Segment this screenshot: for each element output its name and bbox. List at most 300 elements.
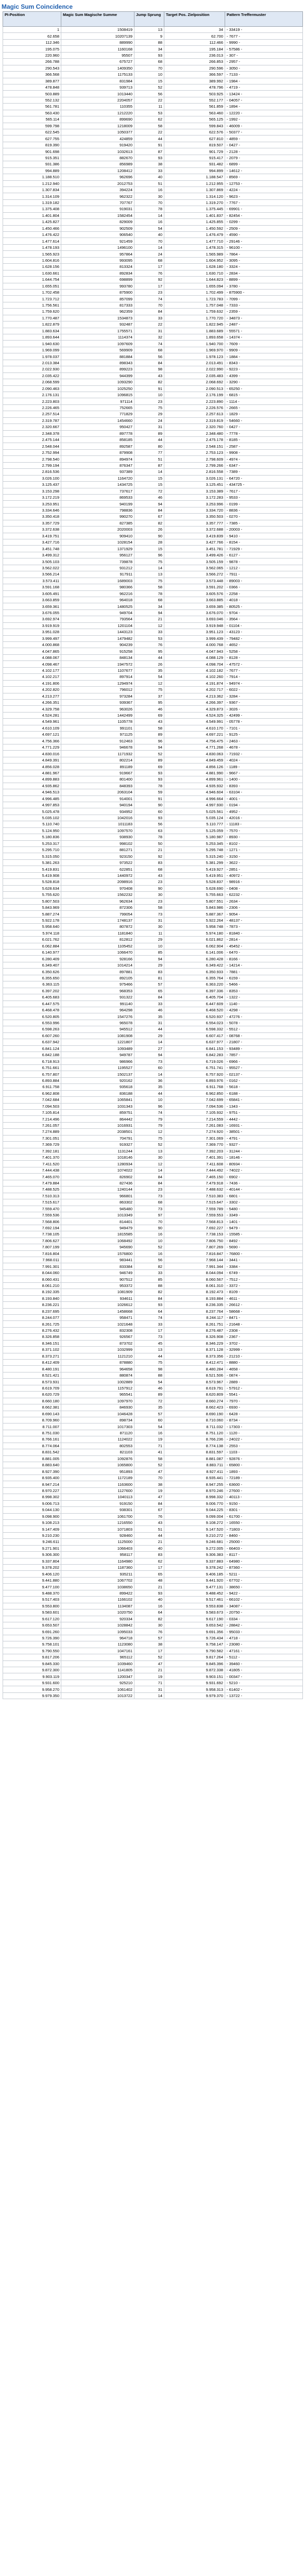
jump-cell: 84: [134, 994, 164, 1001]
table-row: [3, 584, 303, 590]
table-row: [3, 1494, 303, 1500]
pi-position-cell: 6.598.263: [3, 1026, 61, 1032]
pi-position-cell: 3.692.974: [3, 616, 61, 622]
jump-cell: 67: [134, 514, 164, 520]
jump-cell: 10: [134, 1238, 164, 1244]
magic-sum-cell: 796012: [61, 687, 134, 693]
magic-sum-cell: 892105: [61, 975, 134, 981]
table-row: [3, 732, 303, 738]
target-position-cell: 9.378.242: [164, 1565, 225, 1571]
jump-cell: 71: [134, 1443, 164, 1449]
target-position-cell: 3.357.777: [164, 520, 225, 526]
target-position-cell: 9.108.272: [164, 1519, 225, 1526]
target-position-cell: 6.757.920: [164, 1071, 225, 1077]
table-row: [3, 981, 303, 988]
magic-sum-cell: 1011183: [61, 821, 134, 827]
jump-cell: 80: [134, 443, 164, 449]
magic-sum-cell: 963026: [61, 706, 134, 712]
target-position-cell: 9.210.272: [164, 1532, 225, 1538]
jump-cell: 82: [134, 1289, 164, 1295]
target-position-cell: 8.935.441: [164, 1475, 225, 1481]
table-header-row: [3, 12, 303, 27]
pi-position-cell: 9.758.101: [3, 1641, 61, 1648]
table-row: [3, 1289, 303, 1295]
magic-sum-cell: 858185: [61, 437, 134, 443]
pi-position-cell: 2.798.540: [3, 456, 61, 462]
magic-sum-cell: 1171932: [61, 751, 134, 757]
target-position-cell: 9.790.582: [164, 1648, 225, 1654]
table-row: [3, 283, 303, 289]
target-position-cell: 8.412.471: [164, 1360, 225, 1366]
target-position-cell: 3.566.272: [164, 571, 225, 578]
jump-cell: 47: [134, 1468, 164, 1475]
table-row: [3, 1398, 303, 1404]
table-row: [3, 1686, 303, 1692]
target-position-cell: 5.419.927: [164, 866, 225, 872]
target-position-cell: 6.350.933: [164, 969, 225, 975]
target-position-cell: 7.042.699: [164, 1097, 225, 1103]
table-row: [3, 1385, 303, 1391]
target-position-cell: 112.466: [164, 39, 225, 45]
table-row: [3, 309, 303, 315]
jump-cell: 69: [134, 712, 164, 718]
table-row: [3, 975, 303, 981]
magic-sum-cell: 928166: [61, 956, 134, 962]
magic-sum-cell: 793564: [61, 616, 134, 622]
pi-position-cell: 1.319.182: [3, 199, 61, 206]
pi-position-cell: 8.060.431: [3, 1276, 61, 1282]
target-position-cell: 3.919.948: [164, 622, 225, 629]
jump-cell: 47: [134, 1494, 164, 1500]
jump-cell: 60: [134, 1417, 164, 1423]
magic-sum-cell: 920334: [61, 1616, 134, 1622]
pi-position-cell: 7.094.503: [3, 1103, 61, 1109]
pi-position-cell: 7.692.194: [3, 1225, 61, 1231]
magic-sum-cell: 848393: [61, 783, 134, 789]
pi-position-cell: 7.401.370: [3, 1155, 61, 1161]
pattern-cell: - 14374 -: [225, 334, 303, 341]
pi-position-cell: 4.000.868: [3, 642, 61, 648]
pi-position-cell: 1.476.422: [3, 232, 61, 238]
target-position-cell: 9.406.185: [164, 1571, 225, 1577]
magic-sum-cell: 1576800: [61, 1250, 134, 1257]
pattern-cell: - 57912 -: [225, 1385, 303, 1391]
jump-cell: 19: [134, 1436, 164, 1443]
pattern-cell: - 64720 -: [225, 475, 303, 481]
pattern-cell: - 98916 -: [225, 879, 303, 885]
target-position-cell: 6.751.741: [164, 1064, 225, 1071]
target-position-cell: 8.883.711: [164, 1462, 225, 1468]
jump-cell: 52: [134, 1244, 164, 1250]
pattern-cell: - 02137 -: [225, 1071, 303, 1077]
table-row: [3, 1597, 303, 1603]
pattern-cell: - 6815 -: [225, 392, 303, 398]
jump-cell: 76: [134, 642, 164, 648]
pattern-cell: - 1322 -: [225, 994, 303, 1001]
jump-cell: 96: [134, 552, 164, 558]
jump-cell: 74: [134, 296, 164, 302]
pi-position-cell: 2.548.044: [3, 443, 61, 449]
jump-cell: 12: [134, 1161, 164, 1167]
pattern-cell: - 65800 -: [225, 1462, 303, 1468]
magic-sum-cell: 912463: [61, 738, 134, 744]
target-position-cell: 4.549.991: [164, 719, 225, 725]
pattern-cell: - 6902 -: [225, 1174, 303, 1180]
pi-position-cell: 5.958.640: [3, 924, 61, 930]
magic-sum-cell: 965541: [61, 1392, 134, 1398]
target-position-cell: 2.013.491: [164, 360, 225, 366]
table-row: [3, 1577, 303, 1583]
jump-cell: 36: [134, 1077, 164, 1083]
table-row: [3, 1423, 303, 1430]
jump-cell: 93: [134, 1590, 164, 1596]
pattern-cell: - 29146 -: [225, 238, 303, 244]
target-position-cell: 7.515.647: [164, 1199, 225, 1206]
table-row: [3, 1269, 303, 1276]
table-row: [3, 1622, 303, 1628]
pi-position-cell: 5.253.317: [3, 840, 61, 846]
pi-position-cell: 4.697.121: [3, 732, 61, 738]
pi-position-cell: 6.468.478: [3, 1007, 61, 1013]
pi-position-cell: 1.723.712: [3, 296, 61, 302]
table-row: [3, 1231, 303, 1238]
target-position-cell: 195.184: [164, 46, 225, 52]
target-position-cell: 6.021.862: [164, 937, 225, 943]
target-position-cell: 9.553.838: [164, 1603, 225, 1609]
magic-sum-cell: 991140: [61, 1001, 134, 1007]
pattern-cell: - 33419 -: [225, 27, 303, 33]
jump-cell: 30: [134, 1622, 164, 1628]
magic-sum-cell: 898734: [61, 1417, 134, 1423]
jump-cell: 84: [134, 1180, 164, 1186]
pattern-cell: - 9908 -: [225, 449, 303, 455]
magic-sum-cell: 1081908: [61, 1032, 134, 1039]
jump-cell: 13: [134, 1347, 164, 1353]
target-position-cell: 4.098.704: [164, 661, 225, 667]
pattern-cell: - 8836 -: [225, 507, 303, 513]
table-row: [3, 527, 303, 533]
target-position-cell: 9.872.338: [164, 1667, 225, 1673]
target-position-cell: 5.125.059: [164, 827, 225, 834]
target-position-cell: 1.883.689: [164, 328, 225, 334]
magic-sum-cell: 10207139: [61, 33, 134, 39]
pattern-cell: - 2487 -: [225, 321, 303, 328]
pi-position-cell: 9.817.206: [3, 1654, 61, 1660]
target-position-cell: 4.102.182: [164, 667, 225, 673]
table-row: [3, 257, 303, 263]
jump-cell: 44: [134, 1090, 164, 1096]
table-row: [3, 1571, 303, 1577]
jump-cell: 73: [134, 1058, 164, 1064]
target-position-cell: 3.951.123: [164, 629, 225, 635]
table-row: [3, 135, 303, 142]
magic-sum-cell: 934611: [61, 1295, 134, 1301]
magic-sum-cell: 1025250: [61, 385, 134, 392]
pattern-cell: - 4678 -: [225, 744, 303, 751]
jump-cell: 58: [134, 123, 164, 129]
jump-cell: 33: [134, 1269, 164, 1276]
pattern-cell: - 4718 -: [225, 1635, 303, 1641]
pattern-cell: - 39460 -: [225, 1660, 303, 1667]
table-row: [3, 1308, 303, 1314]
magic-sum-cell: 1157912: [61, 1385, 134, 1391]
pi-position-cell: 1.565.923: [3, 251, 61, 257]
pi-position-cell: 2.068.599: [3, 379, 61, 385]
pi-position-cell: 994.889: [3, 167, 61, 174]
table-row: [3, 1039, 303, 1045]
target-position-cell: 1.770.720: [164, 315, 225, 321]
pi-position-cell: 112.346: [3, 39, 61, 45]
target-position-cell: 3.676.070: [164, 609, 225, 616]
jump-cell: 75: [134, 1360, 164, 1366]
pattern-cell: - 34087 -: [225, 1603, 303, 1609]
magic-sum-cell: 872306: [61, 904, 134, 910]
magic-sum-cell: 892834: [61, 270, 134, 276]
pattern-cell: - 6188 -: [225, 1090, 303, 1096]
pi-position-cell: 4.266.351: [3, 699, 61, 705]
pattern-cell: - 50377 -: [225, 129, 303, 135]
pattern-cell: - 1984 -: [225, 78, 303, 84]
target-position-cell: 3.125.451: [164, 482, 225, 488]
magic-sum-cell: 1038650: [61, 1584, 134, 1590]
pattern-cell: - 0194 -: [225, 802, 303, 808]
table-row: [3, 571, 303, 578]
pi-position-cell: 2.223.803: [3, 398, 61, 404]
jump-cell: 89: [134, 430, 164, 436]
pi-position-cell: 9.903.119: [3, 1673, 61, 1680]
target-position-cell: 8.766.236: [164, 1436, 225, 1443]
pi-position-cell: 1.628.156: [3, 264, 61, 270]
magic-sum-cell: 938301: [61, 1507, 134, 1513]
table-row: [3, 116, 303, 123]
pattern-cell: - 7101 -: [225, 725, 303, 731]
table-row: [3, 764, 303, 770]
pattern-cell: - 3324 -: [225, 264, 303, 270]
table-row: [3, 46, 303, 52]
pattern-cell: - 66403 -: [225, 1545, 303, 1551]
table-row: [3, 1558, 303, 1564]
magic-sum-cell: 836188: [61, 1090, 134, 1096]
pi-position-cell: 3.566.214: [3, 571, 61, 578]
pattern-cell: - 4024 -: [225, 757, 303, 763]
pattern-cell: - 5512 -: [225, 1026, 303, 1032]
magic-sum-cell: 945480: [61, 1206, 134, 1212]
pattern-cell: - 7609 -: [225, 341, 303, 347]
pi-position-cell: 6.637.942: [3, 1039, 61, 1045]
jump-cell: 30: [134, 1155, 164, 1161]
pi-position-cell: 4.329.758: [3, 706, 61, 712]
magic-sum-cell: 1134087: [61, 1603, 134, 1609]
pattern-cell: - 40113 -: [225, 1494, 303, 1500]
table-row: [3, 552, 303, 558]
target-position-cell: 4.856.126: [164, 764, 225, 770]
target-position-cell: 8.237.764: [164, 1308, 225, 1314]
pattern-cell: - 8353 -: [225, 988, 303, 994]
magic-sum-cell: 569909: [61, 347, 134, 353]
magic-sum-cell: 919667: [61, 770, 134, 776]
target-position-cell: 6.893.976: [164, 1077, 225, 1083]
target-position-cell: 1.655.094: [164, 283, 225, 289]
jump-cell: 58: [134, 584, 164, 590]
jump-cell: 52: [134, 1142, 164, 1148]
jump-cell: 33: [134, 1001, 164, 1007]
table-row: [3, 1513, 303, 1519]
pi-position-cell: 3.253.951: [3, 501, 61, 507]
magic-sum-cell: 1187360: [61, 1565, 134, 1571]
magic-sum-cell: 859751: [61, 1109, 134, 1115]
target-position-cell: 6.719.026: [164, 1058, 225, 1064]
jump-cell: 16: [134, 1430, 164, 1436]
pi-position-cell: 6.363.115: [3, 981, 61, 988]
pi-position-cell: 4.102.217: [3, 674, 61, 680]
pi-position-cell: 7.411.520: [3, 1161, 61, 1167]
magic-sum-cell: 949787: [61, 1052, 134, 1058]
table-row: [3, 1257, 303, 1263]
pattern-cell: - 5466 -: [225, 981, 303, 988]
magic-sum-cell: 944399: [61, 372, 134, 379]
pattern-cell: - 4018 -: [225, 597, 303, 603]
pi-position-cell: 5.295.710: [3, 847, 61, 853]
jump-cell: 33: [134, 1321, 164, 1327]
target-position-cell: 3.372.688: [164, 527, 225, 533]
target-position-cell: 6.363.220: [164, 981, 225, 988]
pattern-cell: - 21210 -: [225, 1353, 303, 1359]
magic-sum-cell: 935211: [61, 1571, 134, 1577]
table-row: [3, 514, 303, 520]
pi-position-cell: 2.013.384: [3, 360, 61, 366]
magic-sum-cell: 962216: [61, 590, 134, 597]
magic-sum-cell: 964018: [61, 597, 134, 603]
jump-cell: 89: [134, 1392, 164, 1398]
target-position-cell: 9.272.005: [164, 1545, 225, 1551]
jump-cell: 89: [134, 757, 164, 763]
magic-sum-cell: 1039460: [61, 1660, 134, 1667]
pattern-cell: - 45452 -: [225, 943, 303, 949]
pi-position-cell: 2.319.787: [3, 417, 61, 423]
table-row: [3, 885, 303, 891]
jump-cell: 68: [134, 347, 164, 353]
jump-cell: 76: [134, 1513, 164, 1519]
pattern-cell: - 5210 -: [225, 1680, 303, 1686]
target-position-cell: 3.605.576: [164, 590, 225, 597]
pi-position-cell: 5.628.634: [3, 885, 61, 891]
pattern-cell: - 0162 -: [225, 1077, 303, 1083]
target-position-cell: 8.326.908: [164, 1334, 225, 1340]
magic-sum-cell: 983441: [61, 1257, 134, 1263]
table-body: [3, 27, 303, 1699]
table-row: [3, 1064, 303, 1071]
target-position-cell: 2.475.178: [164, 437, 225, 443]
jump-cell: 53: [134, 635, 164, 641]
pi-position-cell: 8.412.409: [3, 1360, 61, 1366]
table-row: [3, 302, 303, 308]
target-position-cell: 7.991.344: [164, 1263, 225, 1269]
pi-position-cell: 8.970.227: [3, 1487, 61, 1494]
table-row: [3, 417, 303, 423]
table-row: [3, 1263, 303, 1269]
magic-sum-cell: 957864: [61, 251, 134, 257]
target-position-cell: 9.817.264: [164, 1654, 225, 1660]
jump-cell: 15: [134, 475, 164, 481]
table-row: [3, 648, 303, 654]
pi-position-cell: 6.962.808: [3, 1090, 61, 1096]
pi-position-cell: 2.799.194: [3, 462, 61, 468]
table-row: [3, 1244, 303, 1250]
pi-position-cell: 7.806.627: [3, 1238, 61, 1244]
table-row: [3, 821, 303, 827]
table-row: [3, 244, 303, 250]
target-position-cell: 8.620.809: [164, 1392, 225, 1398]
target-position-cell: 5.628.690: [164, 885, 225, 891]
magic-sum-cell: 1443123: [61, 629, 134, 635]
table-row: [3, 347, 303, 353]
target-position-cell: 9.306.383: [164, 1552, 225, 1558]
pi-position-cell: 9.617.120: [3, 1616, 61, 1622]
table-row: [3, 1129, 303, 1135]
target-position-cell: 3.172.283: [164, 494, 225, 500]
pi-position-cell: 5.124.950: [3, 827, 61, 834]
table-row: [3, 148, 303, 155]
table-row: [3, 1584, 303, 1590]
pattern-cell: - 9054 -: [225, 911, 303, 917]
jump-cell: 57: [134, 981, 164, 988]
table-row: [3, 1148, 303, 1154]
pi-position-cell: 2.257.514: [3, 411, 61, 417]
target-position-cell: 9.517.461: [164, 1597, 225, 1603]
pi-position-cell: 8.766.161: [3, 1436, 61, 1443]
pattern-cell: - 4298 -: [225, 1007, 303, 1013]
magic-sum-cell: 935618: [61, 1084, 134, 1090]
pi-position-cell: 6.718.913: [3, 1058, 61, 1064]
magic-sum-cell: 1121210: [61, 1353, 134, 1359]
jump-cell: 30: [134, 193, 164, 199]
pi-position-cell: 1.478.193: [3, 244, 61, 250]
jump-cell: 43: [134, 372, 164, 379]
jump-cell: 82: [134, 1616, 164, 1622]
pi-position-cell: 6.140.977: [3, 950, 61, 956]
target-position-cell: 5.253.345: [164, 840, 225, 846]
target-position-cell: 6.911.768: [164, 1084, 225, 1090]
pi-position-cell: 7.515.617: [3, 1199, 61, 1206]
pi-position-cell: 9.441.880: [3, 1577, 61, 1583]
magic-sum-cell: 958471: [61, 1314, 134, 1320]
magic-sum-cell: 827385: [61, 520, 134, 526]
table-row: [3, 1436, 303, 1443]
magic-sum-cell: 1240144: [61, 1187, 134, 1193]
pattern-cell: - 41805 -: [225, 1667, 303, 1673]
pi-position-cell: 8.573.931: [3, 1379, 61, 1385]
jump-cell: 88: [134, 1372, 164, 1378]
target-position-cell: 4.946.604: [164, 789, 225, 795]
pi-position-cell: 195.075: [3, 46, 61, 52]
table-row: [3, 219, 303, 225]
target-position-cell: 561.859: [164, 104, 225, 110]
table-row: [3, 1026, 303, 1032]
magic-sum-cell: 897778: [61, 430, 134, 436]
pi-position-cell: 7.042.684: [3, 1097, 61, 1103]
table-row: [3, 1629, 303, 1635]
pi-position-cell: 4.771.229: [3, 744, 61, 751]
jump-cell: 95: [134, 699, 164, 705]
table-row: [3, 1539, 303, 1545]
jump-cell: 32: [134, 334, 164, 341]
pattern-cell: - 6899 -: [225, 161, 303, 167]
target-position-cell: 8.881.087: [164, 1455, 225, 1462]
jump-cell: 54: [134, 225, 164, 231]
magic-sum-cell: 964298: [61, 1007, 134, 1013]
pattern-cell: - 95527 -: [225, 1064, 303, 1071]
magic-sum-cell: 907512: [61, 1276, 134, 1282]
